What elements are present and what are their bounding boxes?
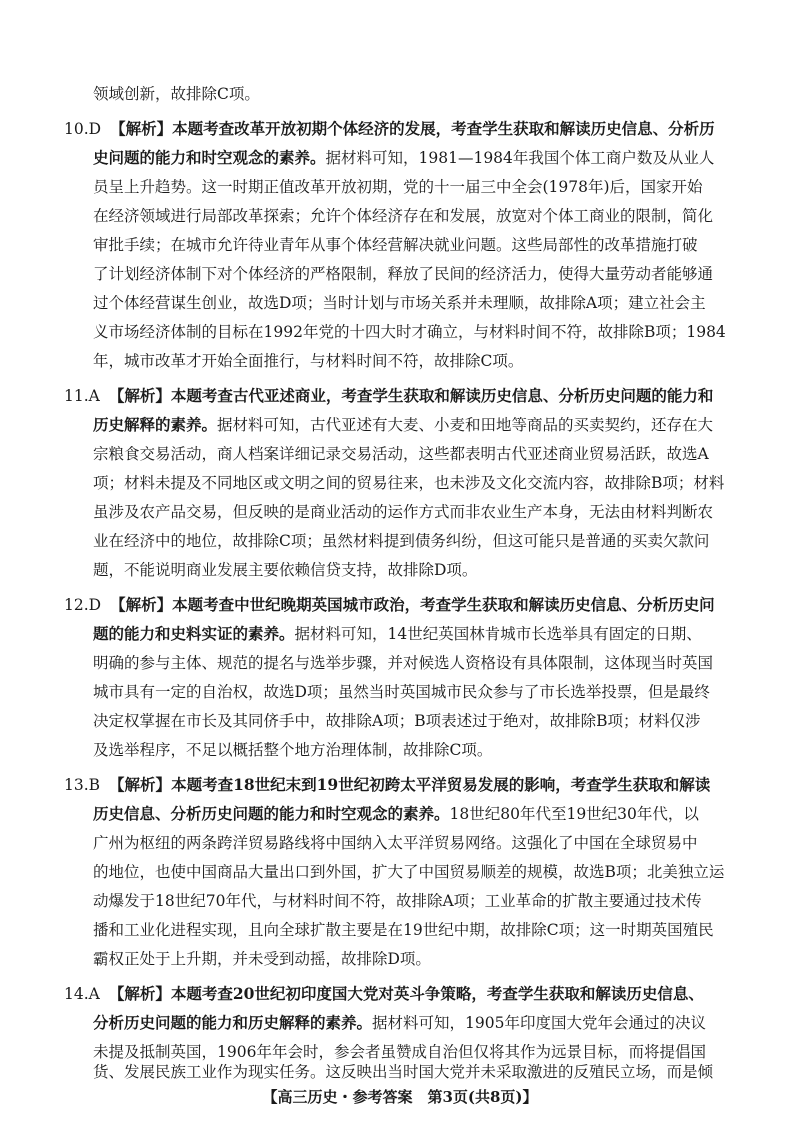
- item-14-line-3: 货、发展民族工业作为现实任务。这反映出当时国大党并未采取激进的反殖民立场，而是倾: [93, 1063, 714, 1081]
- item-14-number: 14.A: [64, 985, 100, 1003]
- item-12-tag: 【解析】: [110, 595, 173, 614]
- item-13-line-1: 历史信息、分析历史问题的能力和时空观念的素养。18世纪80年代至19世纪30年代，以: [93, 804, 699, 823]
- item-12-line-4: 决定权掌握在市长及其同侪手中，故排除A项；B项表述过于绝对，故排除B项；材料仅涉: [93, 712, 701, 730]
- item-10-line-8: 年，城市改革才开始全面推行，与材料时间不符，故排除C项。: [93, 352, 524, 370]
- item-10-number: 10.D: [64, 120, 102, 138]
- item-13-line-0: 13.B 【解析】本题考查18世纪末到19世纪初跨太平洋贸易发展的影响，考查学生获取和解读: [64, 775, 711, 794]
- item-12-line-0: 12.D 【解析】本题考查中世纪晚期英国城市政治，考查学生获取和解读历史信息、分析历史问: [64, 595, 715, 614]
- item-10-line-4: 审批手续；在城市允许待业青年从事个体经营解决就业问题。这些局部性的改革措施打破: [93, 236, 698, 254]
- item-14-line-1: 分析历史问题的能力和历史解释的素养。据材料可知，1905年印度国大党年会通过的决议: [93, 1013, 706, 1032]
- item-10-tag: 【解析】: [110, 119, 173, 138]
- item-11-line-5: 业在经济中的地位，故排除C项；虽然材料提到债务纠纷，但这可能只是普通的买卖欠款问: [93, 532, 710, 550]
- item-12-line-2: 明确的参与主体、规范的提名与选举步骤，并对候选人资格设有具体限制，这体现当时英国: [93, 654, 714, 672]
- item-13-line-4: 动爆发于18世纪70年代，与材料时间不符，故排除A项；工业革命的扩散主要通过技术传: [93, 892, 702, 910]
- item-12-line-3: 城市具有一定的自治权，故选D项；虽然当时英国城市民众参与了市长选举投票，但是最终: [93, 683, 710, 701]
- item-10-line-1: 史问题的能力和时空观念的素养。据材料可知，1981—1984年我国个体工商户数及从业人: [93, 148, 715, 167]
- item-11-line-1: 历史解释的素养。据材料可知，古代亚述有大麦、小麦和田地等商品的买卖契约，还存在大: [93, 415, 714, 434]
- item-10-line-3: 在经济领域进行局部改革探索；允许个体经济存在和发展，放宽对个体工商业的限制，简化: [93, 207, 714, 225]
- item-11-line-6: 题，不能说明商业发展主要依赖信贷支持，故排除D项。: [93, 561, 478, 579]
- item-11-tag: 【解析】: [108, 386, 171, 405]
- item-10-line-0: 10.D 【解析】本题考查改革开放初期个体经济的发展，考查学生获取和解读历史信息、分析历: [64, 119, 715, 138]
- item-14-line-2: 未提及抵制英国，1906年年会时，参会者虽赞成自治但仅将其作为远景目标，而将提倡国: [93, 1043, 706, 1061]
- item-12-number: 12.D: [64, 596, 102, 614]
- item-11-number: 11.A: [64, 387, 100, 405]
- item-13-line-6: 霸权正处于上升期，并未受到动摇，故排除D项。: [93, 950, 431, 968]
- page-footer: 【高三历史・参考答案 第3页(共8页)】: [262, 1088, 538, 1106]
- item-11-line-4: 虽涉及农产品交易，但反映的是商业活动的运作方式而非农业生产本身，无法由材料判断农: [93, 503, 714, 521]
- item-13-line-5: 播和工业化进程实现，且向全球扩散主要是在19世纪中期，故排除C项；这一时期英国殖民: [93, 921, 714, 939]
- item-14-line-0: 14.A 【解析】本题考查20世纪初印度国大党对英斗争策略，考查学生获取和解读历史信息、: [64, 984, 704, 1003]
- item-12-line-5: 及选举程序，不足以概括整个地方治理体制，故排除C项。: [93, 741, 493, 759]
- item-10-line-2: 员呈上升趋势。这一时期正值改革开放初期，党的十一届三中全会(1978年)后，国家开始: [93, 178, 703, 196]
- item-14-tag: 【解析】: [108, 984, 171, 1003]
- item-13-number: 13.B: [64, 776, 101, 794]
- item-12-line-1: 题的能力和史料实证的素养。据材料可知，14世纪英国林肯城市长选举具有固定的日期、: [93, 624, 702, 643]
- item-10-line-6: 过个体经营谋生创业，故选D项；当时计划与市场关系并未理顺，故排除A项；建立社会主: [93, 294, 706, 312]
- item-11-line-2: 宗粮食交易活动，商人档案详细记录交易活动，这些都表明古代亚述商业贸易活跃，故选A: [93, 445, 709, 463]
- item-11-line-3: 项；材料未提及不同地区或文明之间的贸易往来，也未涉及文化交流内容，故排除B项；材料: [93, 474, 725, 492]
- item-13-line-2: 广州为枢纽的两条跨洋贸易路线将中国纳入太平洋贸易网络。这强化了中国在全球贸易中: [93, 834, 698, 852]
- item-10-line-5: 了计划经济体制下对个体经济的严格限制，释放了民间的经济活力，使得大量劳动者能够通: [93, 265, 714, 283]
- item-13-line-3: 的地位，也使中国商品大量出口到外国，扩大了中国贸易顺差的规模，故选B项；北美独立运: [93, 863, 725, 881]
- item-11-line-0: 11.A 【解析】本题考查古代亚述商业，考查学生获取和解读历史信息、分析历史问题的能力和: [64, 386, 714, 405]
- lead-line: 领域创新，故排除C项。: [93, 85, 260, 103]
- item-10-line-7: 义市场经济体制的目标在1992年党的十四大时才确立，与材料时间不符，故排除B项；1984: [93, 323, 726, 341]
- item-13-tag: 【解析】: [109, 775, 172, 794]
